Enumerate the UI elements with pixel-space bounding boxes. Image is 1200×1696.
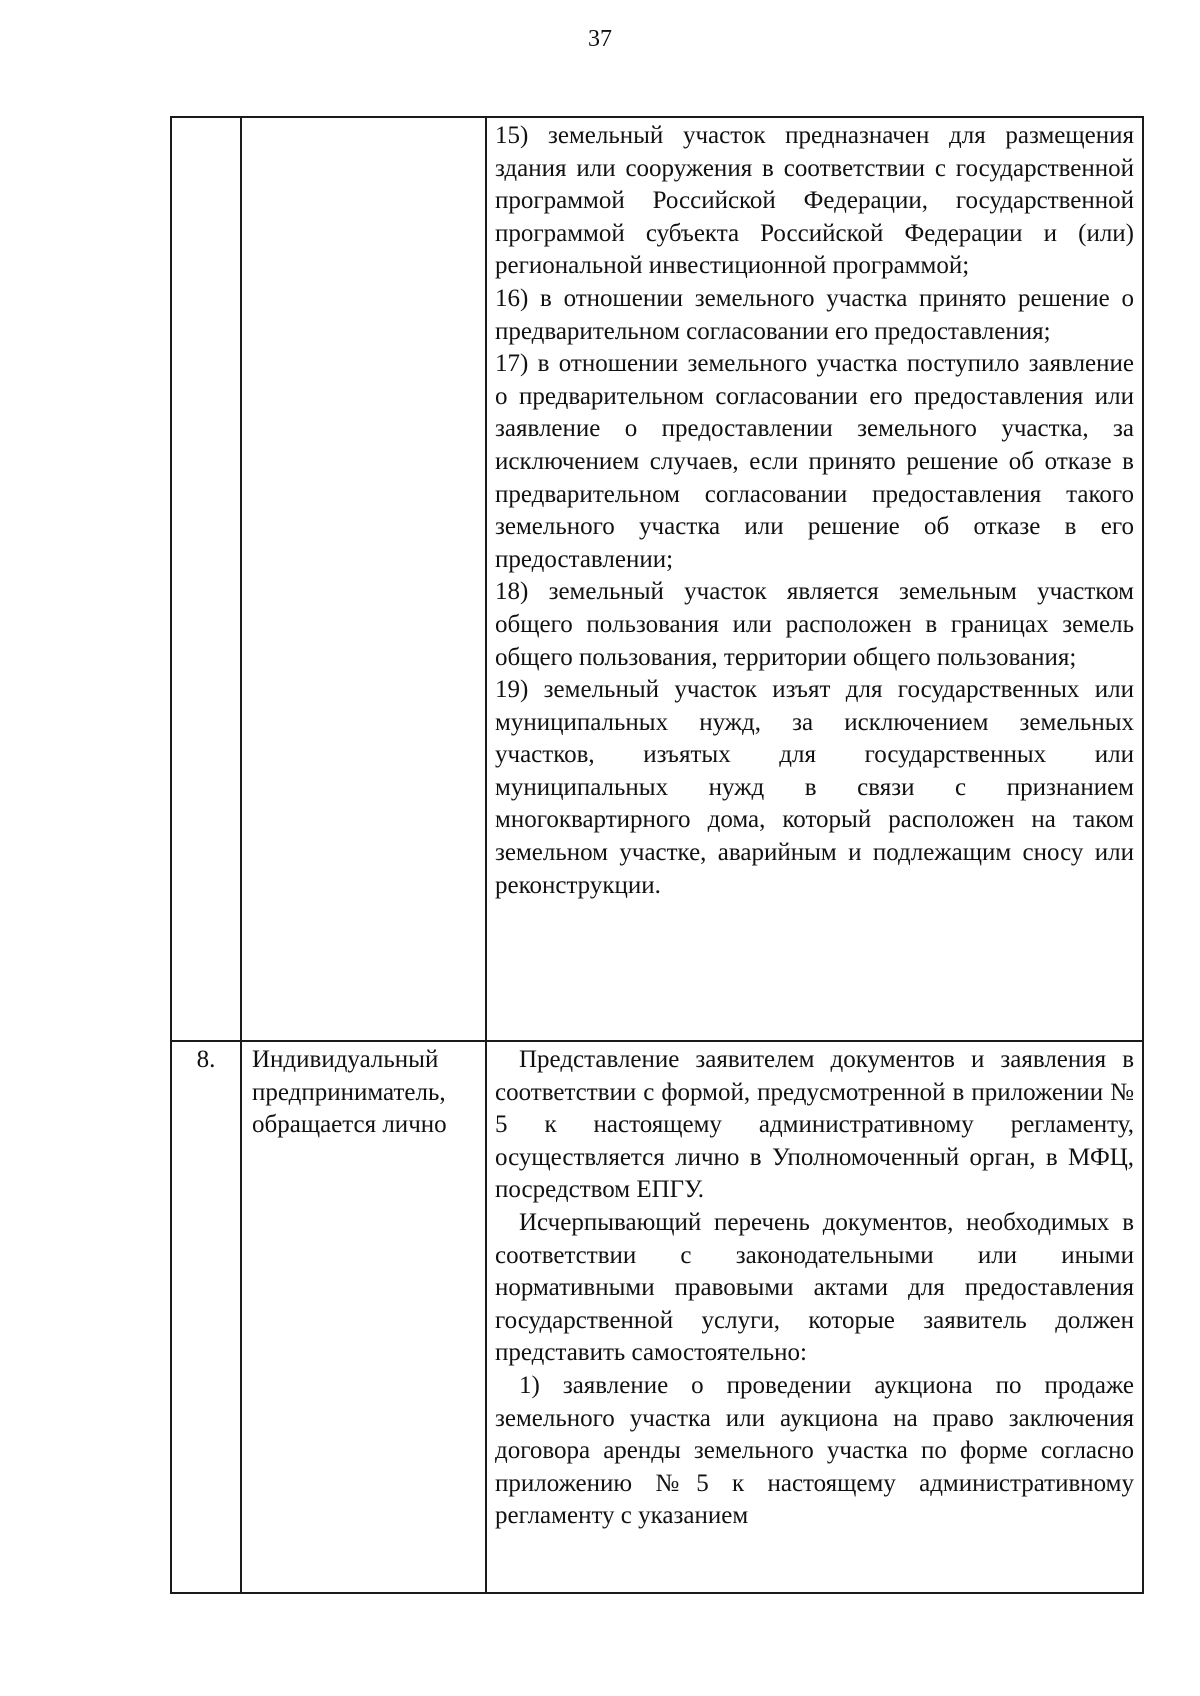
applicant-cell: Индивидуальный предприниматель, обращается лично — [241, 1041, 486, 1593]
description-cell — [486, 117, 1143, 1041]
row-number-cell — [171, 117, 241, 1041]
table-row — [171, 117, 1143, 1041]
row-number-cell: 8. — [171, 1041, 241, 1593]
description-cell — [486, 1041, 1143, 1593]
list-item: 16) в отношении земельного участка принято решение о предварительном согласовании его предоставления; — [495, 284, 1134, 345]
paragraph: 1) заявление о проведении аукциона по продаже земельного участка или аукциона на право заключения договора аренды земельного участка по форме согласно приложению №5 к настоящему административному регламенту с указанием — [495, 1371, 1134, 1530]
paragraph: Исчерпывающий перечень документов, необходимых в соответствии с законодательными или иными нормативными правовыми актами для предоставления государственной услуги, которые заявитель должен представить самостоятельно: — [495, 1208, 1134, 1367]
document-table — [170, 116, 1144, 1594]
list-item: 15) земельный участок предназначен для размещения здания или сооружения в соответствии с государственной программой Российской Федерации, государственной программой субъекта Российской Федерации и (или) региональной инвестиционной программой; — [495, 122, 1134, 280]
page-number: 37 — [588, 26, 612, 52]
list-item: 18) земельный участок является земельным участком общего пользования или расположен в границах земель общего пользования, территории общего пользования; — [495, 578, 1134, 671]
list-item: 17) в отношении земельного участка поступило заявление о предварительном согласовании его предоставления или заявление о предоставлении земельного участка, за исключением случаев, если принято решение об отказе в предварительном согласовании предоставления такого земельного участка или решение об отказе в его предоставлении; — [495, 350, 1134, 573]
applicant-cell — [241, 117, 486, 1041]
table-row — [171, 1041, 1143, 1593]
paragraph: Представление заявителем документов и заявления в соответствии с формой, предусмотренной в приложении № 5 к настоящему административному регламенту, осуществляется лично в Уполномоченный орган, в МФЦ, посредством ЕПГУ. — [495, 1046, 1134, 1204]
list-item: 19) земельный участок изъят для государственных или муниципальных нужд, за исключением земельных участков, изъятых для государственных или муниципальных нужд в связи с признанием многоквартирного дома, который расположен на таком земельном участке, аварийным и подлежащим сносу или реконструкции. — [495, 676, 1134, 899]
